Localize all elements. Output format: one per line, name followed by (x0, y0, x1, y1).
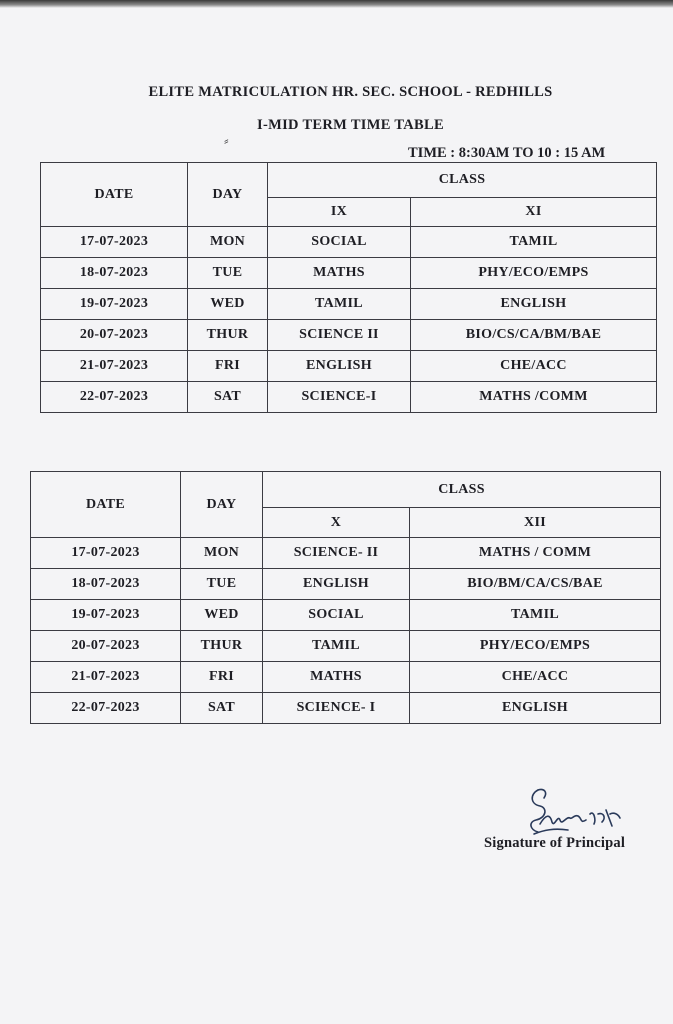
exam-time: TIME : 8:30AM TO 10 : 15 AM (408, 145, 606, 161)
cell-subject-xii: PHY/ECO/EMPS (410, 631, 661, 662)
exam-title: I-MID TERM TIME TABLE (257, 117, 444, 133)
cell-subject-ix: ENGLISH (268, 351, 411, 382)
cell-subject-xii: ENGLISH (410, 693, 661, 724)
header-class: CLASS (268, 163, 657, 198)
table-row (41, 227, 657, 258)
header-class: CLASS (263, 472, 661, 508)
header-day: DAY (181, 472, 263, 538)
table-row (41, 320, 657, 351)
table-row (31, 693, 661, 724)
cell-subject-ix: TAMIL (268, 289, 411, 320)
header-date: DATE (41, 163, 188, 227)
cell-day: TUE (188, 258, 268, 289)
photo-top-edge (0, 0, 673, 8)
signature-label: Signature of Principal (484, 835, 626, 851)
cell-day: SAT (188, 382, 268, 413)
table-row (31, 569, 661, 600)
cell-date: 21-07-2023 (31, 662, 181, 693)
cell-date: 18-07-2023 (31, 569, 181, 600)
cell-subject-xi: ENGLISH (411, 289, 657, 320)
cell-subject-ix: SCIENCE-I (268, 382, 411, 413)
cell-day: TUE (181, 569, 263, 600)
cell-subject-xii: MATHS / COMM (410, 538, 661, 569)
table-row (41, 351, 657, 382)
cell-day: THUR (188, 320, 268, 351)
cell-date: 17-07-2023 (41, 227, 188, 258)
table-row (41, 382, 657, 413)
cell-day: THUR (181, 631, 263, 662)
cell-subject-ix: SOCIAL (268, 227, 411, 258)
cell-subject-x: ENGLISH (263, 569, 410, 600)
cell-subject-xii: CHE/ACC (410, 662, 661, 693)
timetable-x-xii (30, 471, 661, 724)
cell-subject-x: TAMIL (263, 631, 410, 662)
table-row (31, 662, 661, 693)
cell-date: 17-07-2023 (31, 538, 181, 569)
table-row (31, 631, 661, 662)
table-row (41, 289, 657, 320)
cell-day: MON (188, 227, 268, 258)
cell-date: 22-07-2023 (31, 693, 181, 724)
table-row (41, 258, 657, 289)
cell-day: WED (181, 600, 263, 631)
header-class-ix: IX (268, 198, 411, 227)
cell-date: 19-07-2023 (31, 600, 181, 631)
table-row (31, 600, 661, 631)
timetable-ix-xi (40, 162, 657, 413)
pen-mark: ⸗ (224, 134, 229, 149)
cell-subject-xi: PHY/ECO/EMPS (411, 258, 657, 289)
header-date: DATE (31, 472, 181, 538)
cell-subject-xi: CHE/ACC (411, 351, 657, 382)
cell-date: 19-07-2023 (41, 289, 188, 320)
cell-subject-x: SCIENCE- II (263, 538, 410, 569)
cell-subject-xii: BIO/BM/CA/CS/BAE (410, 569, 661, 600)
header-day: DAY (188, 163, 268, 227)
cell-day: SAT (181, 693, 263, 724)
cell-day: FRI (188, 351, 268, 382)
cell-date: 20-07-2023 (41, 320, 188, 351)
header-class-x: X (263, 508, 410, 538)
principal-signature-block (484, 784, 664, 864)
header-class-xii: XII (410, 508, 661, 538)
cell-date: 20-07-2023 (31, 631, 181, 662)
cell-subject-ix: MATHS (268, 258, 411, 289)
cell-subject-x: MATHS (263, 662, 410, 693)
cell-subject-ix: SCIENCE II (268, 320, 411, 351)
school-name: ELITE MATRICULATION HR. SEC. SCHOOL - REDHILLS (148, 84, 553, 100)
table-row (31, 538, 661, 569)
cell-date: 18-07-2023 (41, 258, 188, 289)
cell-day: FRI (181, 662, 263, 693)
cell-subject-x: SCIENCE- I (263, 693, 410, 724)
cell-subject-xi: MATHS /COMM (411, 382, 657, 413)
cell-day: WED (188, 289, 268, 320)
cell-subject-xi: TAMIL (411, 227, 657, 258)
cell-subject-xi: BIO/CS/CA/BM/BAE (411, 320, 657, 351)
cell-subject-x: SOCIAL (263, 600, 410, 631)
header-class-xi: XI (411, 198, 657, 227)
cell-subject-xii: TAMIL (410, 600, 661, 631)
cell-date: 21-07-2023 (41, 351, 188, 382)
cell-day: MON (181, 538, 263, 569)
cell-date: 22-07-2023 (41, 382, 188, 413)
